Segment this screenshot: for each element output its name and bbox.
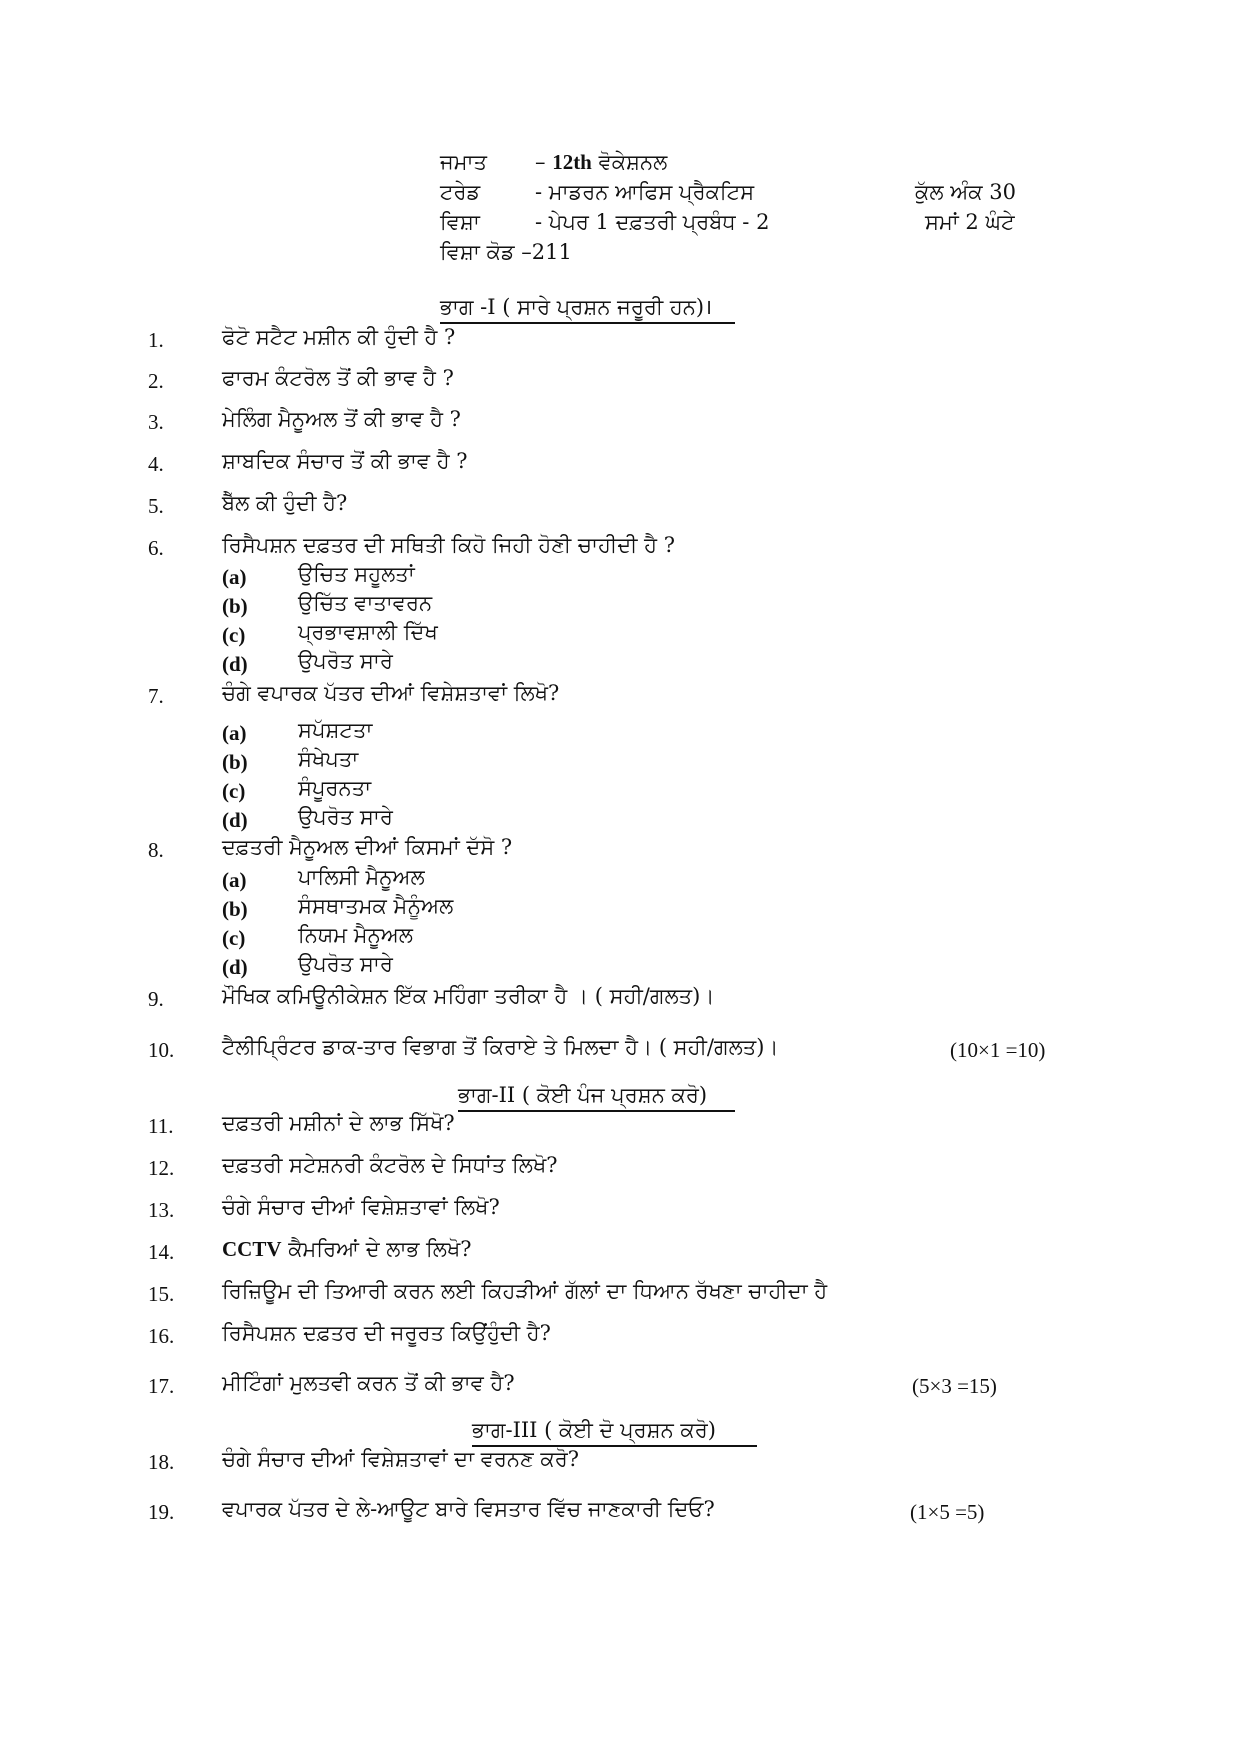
option-text: ਸੰਖੇਪਤਾ [298,747,359,771]
total-marks: ਕੁੱਲ ਅੰਕ 30 [915,180,1016,204]
question-text: ਮੀਟਿੰਗਾਂ ਮੁਲਤਵੀ ਕਰਨ ਤੋਂ ਕੀ ਭਾਵ ਹੈ? [222,1371,515,1395]
question-number: 2. [148,369,164,393]
option-key: (b) [222,594,248,618]
option-key: (b) [222,897,248,921]
question-number: 15. [148,1282,175,1306]
question-text: ਦਫ਼ਤਰੀ ਸਟੇਸ਼ਨਰੀ ਕੰਟਰੋਲ ਦੇ ਸਿਧਾਂਤ ਲਿਖੋ? [222,1153,558,1177]
question-number: 6. [148,536,164,560]
option-key: (a) [222,868,247,892]
option-text: ਨਿਯਮ ਮੈਨੂਅਲ [298,923,413,947]
question-text: ਚੰਗੇ ਸੰਚਾਰ ਦੀਆਂ ਵਿਸ਼ੇਸ਼ਤਾਵਾਂ ਲਿਖੋ? [222,1195,500,1219]
trade-label: ਟਰੇਡ [440,180,481,204]
question-text: ਬੈੱਲ ਕੀ ਹੁੰਦੀ ਹੈ? [222,491,348,515]
question-number: 3. [148,410,164,434]
section-underline-1 [440,322,735,324]
marks-label: (5×3 =15) [912,1374,997,1398]
option-text: ਉਪਰੋਤ ਸਾਰੇ [298,952,393,976]
option-key: (d) [222,955,248,979]
question-text [222,1237,472,1261]
marks-label: (10×1 =10) [950,1038,1046,1062]
question-text: ਸ਼ਾਬਦਿਕ ਸੰਚਾਰ ਤੋਂ ਕੀ ਭਾਵ ਹੈ ? [222,449,468,473]
exam-time: ਸਮਾਂ 2 ਘੰਟੇ [925,210,1015,234]
option-key: (c) [222,623,246,647]
option-text: ਸਪੱਸ਼ਟਤਾ [298,718,373,742]
option-text: ਸੰਪੂਰਨਤਾ [298,776,372,800]
option-text: ਉਪਰੋਤ ਸਾਰੇ [298,805,393,829]
class-value: – 12th ਵੋਕੇਸ਼ਨਲ [535,150,668,174]
option-text: ਪਾਲਿਸੀ ਮੈਨੂਅਲ [298,865,425,889]
subject-label: ਵਿਸ਼ਾ [440,210,480,234]
option-text: ਉਪਰੋਤ ਸਾਰੇ [298,649,393,673]
option-key: (d) [222,652,248,676]
question-number: 8. [148,838,164,862]
question-number: 9. [148,987,164,1011]
section-title-2: ਭਾਗ-II ( ਕੋਈ ਪੰਜ ਪ੍ਰਸ਼ਨ ਕਰੋ) [458,1083,708,1107]
option-text: ਪ੍ਰਭਾਵਸ਼ਾਲੀ ਦਿੱਖ [298,620,438,644]
section-title-1: ਭਾਗ -I ( ਸਾਰੇ ਪ੍ਰਸ਼ਨ ਜਰੂਰੀ ਹਨ)। [440,295,713,319]
question-text: ਦਫ਼ਤਰੀ ਮਸ਼ੀਨਾਂ ਦੇ ਲਾਭ ਸਿੱਖੋ? [222,1111,455,1135]
question-number: 10. [148,1038,175,1062]
question-number: 11. [148,1114,174,1138]
option-text: ਉਚਿੱਤ ਵਾਤਾਵਰਨ [298,591,433,615]
question-number: 7. [148,684,164,708]
question-text: ਫਾਰਮ ਕੰਟਰੋਲ ਤੋਂ ਕੀ ਭਾਵ ਹੈ ? [222,366,454,390]
question-text: ਰਿਜ਼ਿਊਮ ਦੀ ਤਿਆਰੀ ਕਰਨ ਲਈ ਕਿਹੜੀਆਂ ਗੱਲਾਂ ਦਾ ਧਿਆਨ ਰੱਖਣਾ ਚਾਹੀਦਾ ਹੈ [222,1279,828,1303]
option-key: (c) [222,779,246,803]
question-text: ਦਫ਼ਤਰੀ ਮੈਨੂਅਲ ਦੀਆਂ ਕਿਸਮਾਂ ਦੱਸੋ ? [222,835,513,859]
option-key: (d) [222,808,248,832]
option-text: ਸੰਸਥਾਤਮਕ ਮੈਨੂੰਅਲ [298,894,454,918]
question-number: 13. [148,1198,175,1222]
question-number: 12. [148,1156,175,1180]
question-number: 1. [148,328,164,352]
question-number: 19. [148,1500,175,1524]
question-text: ਵਪਾਰਕ ਪੱਤਰ ਦੇ ਲੇ-ਆਊਟ ਬਾਰੇ ਵਿਸਤਾਰ ਵਿੱਚ ਜਾਣਕਾਰੀ ਦਿਓ? [222,1497,715,1521]
question-text: ਫੋਟੋ ਸਟੈਟ ਮਸ਼ੀਨ ਕੀ ਹੁੰਦੀ ਹੈ ? [222,325,456,349]
question-number: 16. [148,1324,175,1348]
question-text: ਟੈਲੀਪ੍ਰਿੰਟਰ ਡਾਕ-ਤਾਰ ਵਿਭਾਗ ਤੋਂ ਕਿਰਾਏ ਤੇ ਮਿਲਦਾ ਹੈ। ( ਸਹੀ/ਗਲਤ)। [222,1035,779,1059]
subject-code: ਵਿਸ਼ਾ ਕੋਡ –211 [440,240,572,264]
option-key: (a) [222,565,247,589]
section-underline-2 [458,1110,735,1112]
question-text: ਮੇਲਿੰਗ ਮੈਨੂਅਲ ਤੋਂ ਕੀ ਭਾਵ ਹੈ ? [222,407,461,431]
option-key: (b) [222,750,248,774]
question-text: ਰਿਸੈਪਸ਼ਨ ਦਫ਼ਤਰ ਦੀ ਸਥਿਤੀ ਕਿਹੋ ਜਿਹੀ ਹੋਣੀ ਚਾਹੀਦੀ ਹੈ ? [222,533,675,557]
option-key: (a) [222,721,247,745]
class-value-bold: 12th [552,150,592,174]
question-number: 14. [148,1240,175,1264]
question-text: ਮੌਖਿਕ ਕਮਿਊਨੀਕੇਸ਼ਨ ਇੱਕ ਮਹਿੰਗਾ ਤਰੀਕਾ ਹੈ । ( ਸਹੀ/ਗਲਤ)। [222,984,715,1008]
marks-label: (1×5 =5) [910,1500,985,1524]
question-number: 18. [148,1450,175,1474]
question-number: 17. [148,1374,175,1398]
question-text-bold: CCTV [222,1237,282,1261]
class-label: ਜਮਾਤ [440,150,487,174]
question-text: ਚੰਗੇ ਵਪਾਰਕ ਪੱਤਰ ਦੀਆਂ ਵਿਸ਼ੇਸ਼ਤਾਵਾਂ ਲਿਖੋ? [222,681,560,705]
class-value-rest: ਵੋਕੇਸ਼ਨਲ [598,150,668,174]
question-number: 5. [148,494,164,518]
question-text: ਰਿਸੈਪਸ਼ਨ ਦਫ਼ਤਰ ਦੀ ਜਰੂਰਤ ਕਿਉਂਹੁੰਦੀ ਹੈ? [222,1321,551,1345]
question-text-rest: ਕੈਮਰਿਆਂ ਦੇ ਲਾਭ ਲਿਖੋ? [281,1237,472,1261]
subject-value: - ਪੇਪਰ 1 ਦਫ਼ਤਰੀ ਪ੍ਰਬੰਧ - 2 [535,210,770,234]
question-number: 4. [148,452,164,476]
option-key: (c) [222,926,246,950]
trade-value: - ਮਾਡਰਨ ਆਫਿਸ ਪ੍ਰੈਕਟਿਸ [535,180,755,204]
question-text: ਚੰਗੇ ਸੰਚਾਰ ਦੀਆਂ ਵਿਸ਼ੇਸ਼ਤਾਵਾਂ ਦਾ ਵਰਨਣ ਕਰੋ? [222,1447,580,1471]
section-title-3: ਭਾਗ-III ( ਕੋਈ ਦੋ ਪ੍ਰਸ਼ਨ ਕਰੋ) [472,1418,716,1442]
option-text: ਉਚਿਤ ਸਹੂਲਤਾਂ [298,562,415,586]
